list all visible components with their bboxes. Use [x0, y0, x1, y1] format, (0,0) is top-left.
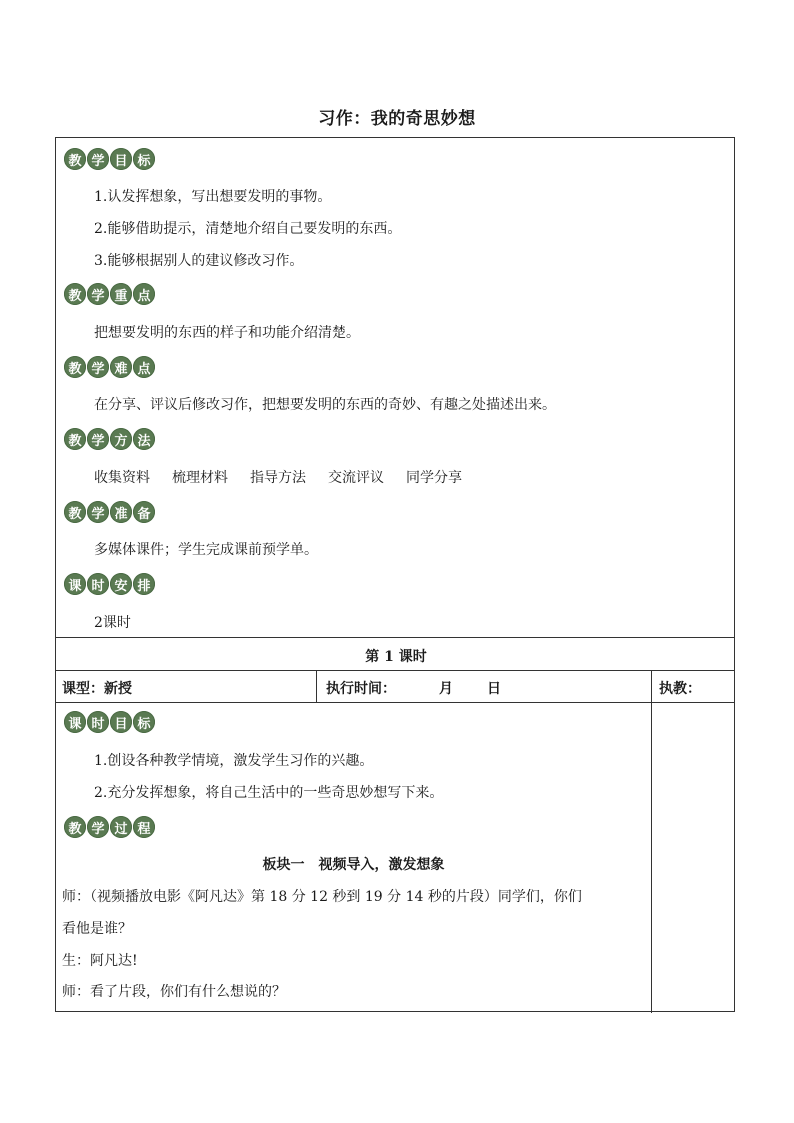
dialog-line: 看他是谁？	[62, 921, 132, 937]
dialog-line: 师：看了片段，你们有什么想说的？	[62, 984, 286, 1000]
divider-col1	[316, 670, 317, 702]
lesson-goal-item: 1.创设各种教学情境，激发学生习作的兴趣。	[94, 753, 374, 769]
goal-item: 3.能够根据别人的建议修改习作。	[94, 253, 304, 269]
method-item: 指导方法	[250, 470, 306, 486]
goal-item: 2.能够借助提示，清楚地介绍自己要发明的东西。	[94, 221, 402, 237]
lesson-plan-table	[55, 137, 735, 1012]
page-title: 习作：我的奇思妙想	[318, 109, 476, 129]
divider-info	[56, 702, 734, 703]
lesson-goal-item: 2.充分发挥想象，将自己生活中的一些奇思妙想写下来。	[94, 785, 444, 801]
method-item: 收集资料	[94, 470, 150, 486]
key-badge: 教 学 重 点	[64, 283, 155, 305]
exec-month: 月	[439, 681, 453, 697]
method-item: 梳理材料	[172, 470, 228, 486]
difficulty-badge: 教 学 难 点	[64, 356, 155, 378]
goal-item: 1.认发挥想象，写出想要发明的事物。	[94, 189, 332, 205]
method-item: 交流评议	[328, 470, 384, 486]
method-item: 同学分享	[406, 470, 462, 486]
exec-day: 日	[487, 681, 501, 697]
exec-time-label: 执行时间：	[326, 681, 396, 697]
divider-col2	[651, 670, 652, 1013]
lesson-header: 第 1 课时	[365, 649, 427, 665]
process-badge: 教 学 过 程	[64, 816, 155, 838]
block-title: 板块一 视频导入，激发想象	[262, 857, 445, 873]
lesson-type: 课型：新授	[62, 681, 132, 697]
schedule-text: 2课时	[94, 615, 131, 631]
teacher-label: 执教：	[659, 681, 701, 697]
lesson-goals-badge: 课 时 目 标	[64, 711, 155, 733]
divider-header	[56, 670, 734, 671]
schedule-badge: 课 时 安 排	[64, 573, 155, 595]
divider-lesson	[56, 637, 734, 638]
prep-text: 多媒体课件；学生完成课前预学单。	[94, 542, 318, 558]
methods-list	[94, 467, 484, 487]
key-text: 把想要发明的东西的样子和功能介绍清楚。	[94, 325, 360, 341]
difficulty-text: 在分享、评议后修改习作，把想要发明的东西的奇妙、有趣之处描述出来。	[94, 397, 556, 413]
dialog-line: 师：（视频播放电影《阿凡达》第 18 分 12 秒到 19 分 14 秒的片段）同学们，你们	[62, 889, 582, 905]
prep-badge: 教 学 准 备	[64, 501, 155, 523]
dialog-line: 生：阿凡达!	[62, 953, 138, 969]
methods-badge: 教 学 方 法	[64, 428, 155, 450]
goals-badge: 教 学 目 标	[64, 148, 155, 170]
